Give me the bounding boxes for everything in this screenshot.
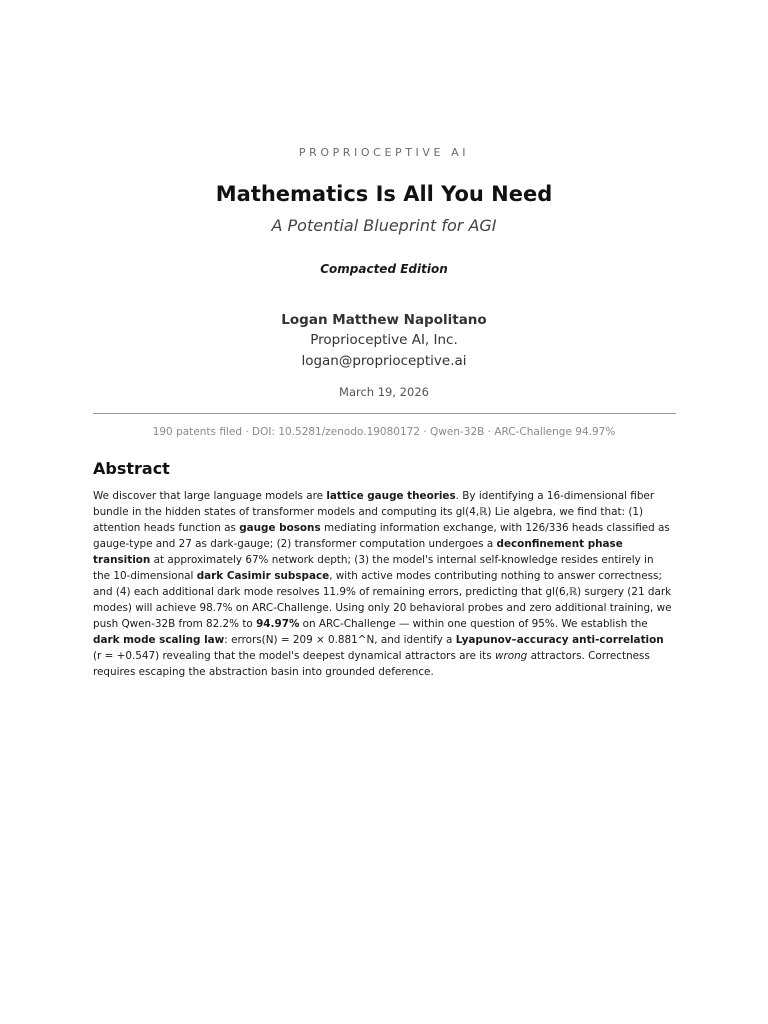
abstract-segment: dark Casimir subspace [196,570,330,582]
abstract-heading: Abstract [93,459,170,478]
abstract-body [93,488,673,680]
abstract-segment: dark mode scaling law [93,634,225,646]
abstract-segment: mediating information exchange, with 126/336 heads classified as gauge-type and 27 as dark-gauge; (2) transformer computation undergoes a [93,522,670,550]
abstract-segment: on ARC-Challenge — within one question of 95%. We establish the [299,618,648,630]
edition-label: Compacted Edition [320,262,448,276]
abstract-segment: . By identifying a 16-dimensional fiber bundle in the hidden states of transformer models and computing its gl(4,ℝ) Lie algebra, we find that: (1) attention heads function as [93,490,655,534]
abstract-segment: , with active modes contributing nothing to answer correctness; and (4) each additional dark mode resolves 11.9% of remaining errors, predicting that gl(6,ℝ) surgery (21 dark modes) will achieve 98.7% on ARC-Challenge. Using only 20 behavioral probes and zero additional training, we push Qwen-32B from 82.2% to [93,570,672,630]
header-divider [93,413,676,414]
abstract-segment: 94.97% [256,618,300,630]
organization-label: PROPRIOCEPTIVE AI [298,146,470,159]
abstract-segment: attractors. Correctness requires escaping the abstraction basin into grounded deference. [93,650,650,678]
abstract-segment: lattice gauge theories [326,490,456,502]
publication-date: March 19, 2026 [339,385,429,399]
abstract-segment: : errors(N) = 209 × 0.881^N, and identify a [224,634,456,646]
author-name: Logan Matthew Napolitano [281,312,487,328]
abstract-segment: at approximately 67% network depth; (3) the model's internal self-knowledge resides entirely in the 10-dimensional [93,554,654,582]
paper-subtitle: A Potential Blueprint for AGI [271,216,497,235]
author-email: logan@proprioceptive.ai [301,353,467,369]
abstract-segment: Lyapunov–accuracy anti-correlation [455,634,664,646]
abstract-segment: gauge bosons [239,522,321,534]
meta-line: 190 patents filed · DOI: 10.5281/zenodo.19080172 · Qwen-32B · ARC-Challenge 94.97% [152,426,616,438]
abstract-segment: (r = +0.547) revealing that the model's deepest dynamical attractors are its [93,650,495,662]
abstract-segment: deconfinement phase transition [93,538,623,566]
paper-title: Mathematics Is All You Need [215,182,553,206]
author-affiliation: Proprioceptive AI, Inc. [310,332,458,348]
abstract-segment: We discover that large language models are [93,490,327,502]
abstract-segment: wrong [494,650,528,662]
